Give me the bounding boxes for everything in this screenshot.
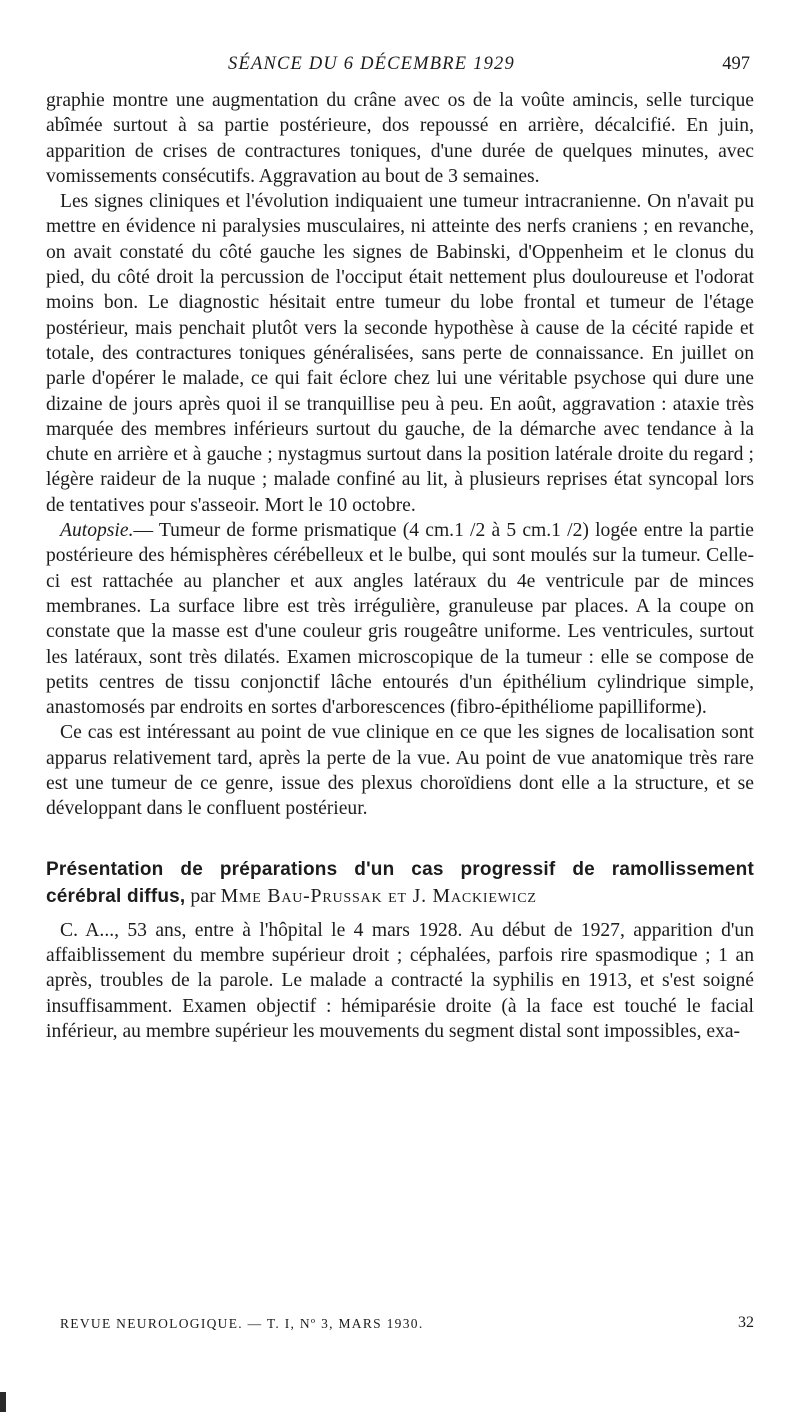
paragraph-case-report: C. A..., 53 ans, entre à l'hôpital le 4 mars 1928. Au début de 1927, apparition d'un affaiblissement du membre supérieur droit ; céphalées, parfois rire spasmodique ; 1 an après, troubles de la parole. Le malade a contracté la syphilis en 1913, et s'est soigné insuffisamment. Examen objectif : hémiparésie droite (à la face est touché le facial inférieur, au membre supérieur les mouvements du segment distal sont impossibles, exa-: [46, 919, 754, 1042]
paragraph-autopsy: [46, 518, 754, 720]
paragraph-conclusion: Ce cas est intéressant au point de vue clinique en ce que les signes de localisation sont apparus relativement tard, après la perte de la vue. Au point de vue anatomique très rare est une tumeur de ce genre, issue des plexus choroïdiens dont elle a la structure, et se développant dans le confluent postérieur.: [46, 722, 754, 820]
page-footer: [60, 1316, 760, 1338]
article-body: [46, 88, 754, 1044]
page-number: 497: [722, 54, 750, 74]
section-by: par: [190, 884, 216, 907]
running-title: SÉANCE DU 6 DÉCEMBRE 1929: [228, 54, 515, 74]
autopsy-label: Autopsie.: [60, 520, 134, 542]
section-heading: [46, 856, 754, 910]
journal-reference: REVUE NEUROLOGIQUE. — T. I, Nº 3, MARS 1930.: [60, 1316, 424, 1331]
scan-edge-mark: [0, 1392, 6, 1412]
section-title: Présentation de préparations d'un cas progressif de ramollissement cérébral diffus,: [46, 858, 754, 907]
signature-mark: 32: [738, 1314, 754, 1331]
section-authors: Mme Bau-Prussak et J. Mackiewicz: [220, 884, 537, 907]
running-header: [0, 54, 800, 80]
paragraph-clinical-signs: Les signes cliniques et l'évolution indiquaient une tumeur intracranienne. On n'avait pu mettre en évidence ni paralysies musculaires, ni atteinte des nerfs craniens ; en revanche, on avait constaté du côté gauche les signes de Babinski, d'Oppenheim et le clonus du pied, du côté droit la percussion de l'occiput était nettement plus douloureuse et l'odorat moins bon. Le diagnostic hésitait entre tumeur du lobe frontal et tumeur de l'étage postérieur, mais penchait plutôt vers la seconde hypothèse à cause de la cécité rapide et totale, des contractures toniques généralisées, sans perte de connaissance. En juillet on parle d'opérer le malade, ce qui fait éclore chez lui une véritable psychose qui dure une dizaine de jours après quoi il se tranquillise peu à peu. En août, aggravation : ataxie très marquée des membres inférieurs surtout du gauche, de la démarche avec tendance à la chute en arrière et à gauche ; nystagmus surtout dans la position latérale droite du regard ; légère raideur de la nuque ; malade confiné au lit, à plusieurs reprises état syncopal lors de tentatives pour s'asseoir. Mort le 10 octobre.: [46, 191, 754, 516]
paragraph-continuation: graphie montre une augmentation du crâne avec os de la voûte amincis, selle turcique abîmée surtout à sa partie postérieure, dos repoussé en arrière, décalcifié. En juin, apparition de crises de contractures toniques, d'une durée de quelques minutes, avec vomissements consécutifs. Aggravation au bout de 3 semaines.: [46, 90, 754, 187]
autopsy-text: — Tumeur de forme prismatique (4 cm.1 /2 à 5 cm.1 /2) logée entre la partie postérieure des hémisphères cérébelleux et le bulbe, qui sont moulés sur la tumeur. Celle-ci est rattachée au plancher et aux angles latéraux du 4e ventricule par de minces membranes. La surface libre est très irrégulière, granuleuse par places. A la coupe on constate que la masse est d'une couleur gris rougeâtre uniforme. Les ventricules, surtout les latéraux, sont très dilatés. Examen microscopique de la tumeur : elle se compose de petits centres de tissu conjonctif lâche entourés d'un épithélium cylindrique simple, anastomosés par endroits en sortes d'arborescences (fibro-épithéliome papilliforme).: [46, 520, 754, 719]
